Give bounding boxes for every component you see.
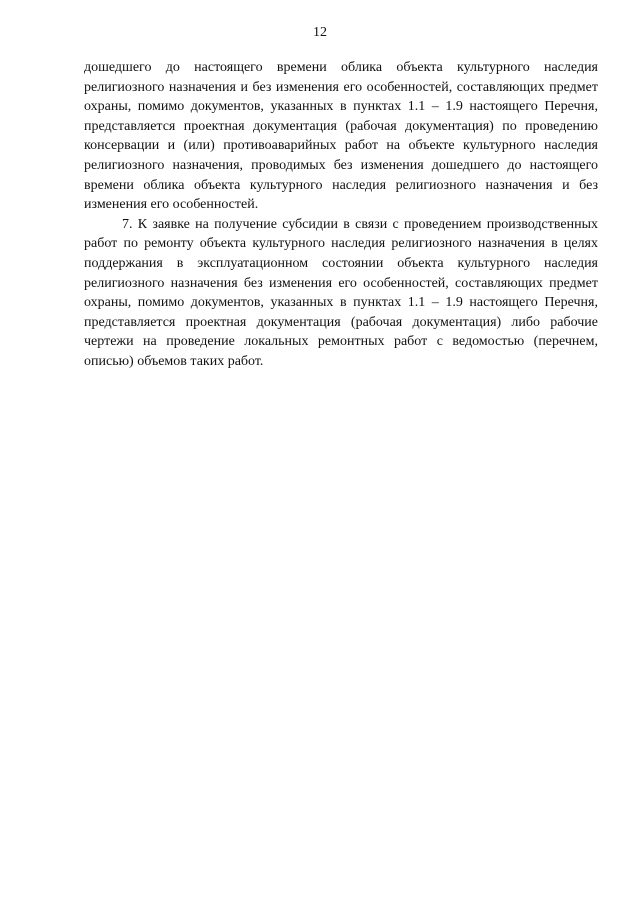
page-number: 12 [313, 25, 327, 40]
paragraph-item-7: 7. К заявке на получение субсидии в связи с проведением производственных работ по ремонту объекта культурного наследия религиозного назначения в целях поддержания в эксплуатационном состоянии объекта культурного наследия религиозного назначения без изменения его особенностей, составляющих предмет охраны, помимо документов, указанных в пунктах 1.1 – 1.9 настоящего Перечня, представляется проектная документация (рабочая документация) либо рабочие чертежи на проведение локальных ремонтных работ с ведомостью (перечнем, описью) объемов таких работ. [84, 216, 598, 369]
paragraph-continuation: дошедшего до настоящего времени облика объекта культурного наследия религиозного назначения и без изменения его особенностей, составляющих предмет охраны, помимо документов, указанных в пунктах 1.1 – 1.9 настоящего Перечня, представляется проектная документация (рабочая документация) по проведению консервации и (или) противоаварийных работ на объекте культурного наследия религиозного назначения, проводимых без изменения дошедшего до настоящего времени облика объекта культурного наследия религиозного назначения и без изменения его особенностей. [84, 60, 598, 213]
document-body [84, 58, 598, 372]
